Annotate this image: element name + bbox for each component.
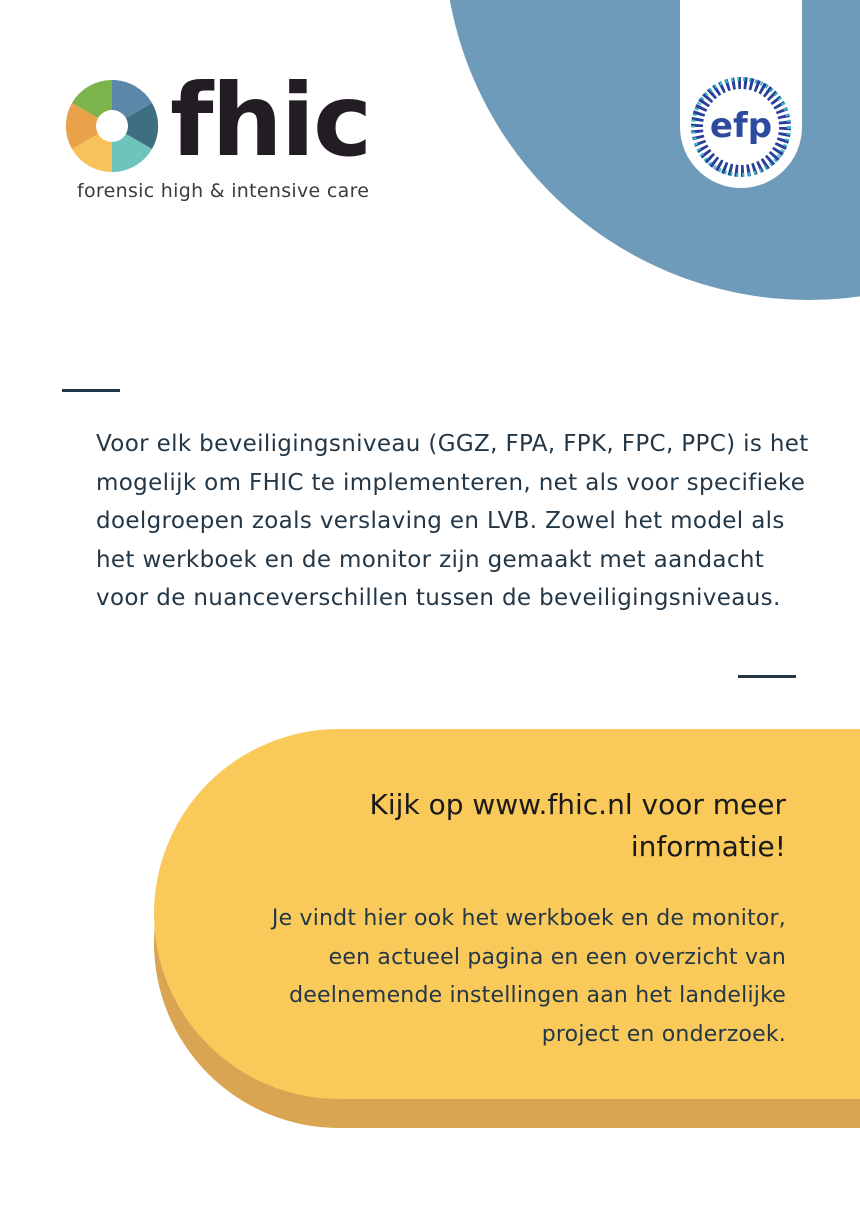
info-card-body: Je vindt hier ook het werkboek en de monitor, een actueel pagina en een overzicht van deelnemende instellingen aan het landelijke project en onderzoek. (271, 906, 786, 1047)
fhic-tagline: forensic high & intensive care (77, 180, 370, 202)
top-divider (62, 389, 120, 392)
main-paragraph: Voor elk beveiligingsniveau (GGZ, FPA, FPK, FPC, PPC) is het mogelijk om FHIC te implementeren, net als voor specifieke doelgroepen zoals verslaving en LVB. Zowel het model als het werkboek en de monitor zijn gemaakt met aandacht voor de nuanceverschillen tussen de beveiligingsniveaus. (96, 431, 809, 611)
fhic-logo-mark-icon (64, 78, 160, 174)
efp-logo-text: efp (709, 106, 773, 146)
fhic-logo-text: fhic (170, 62, 371, 179)
bottom-divider (738, 675, 796, 678)
info-card-heading: Kijk op www.fhic.nl voor meer informatie! (369, 788, 786, 863)
